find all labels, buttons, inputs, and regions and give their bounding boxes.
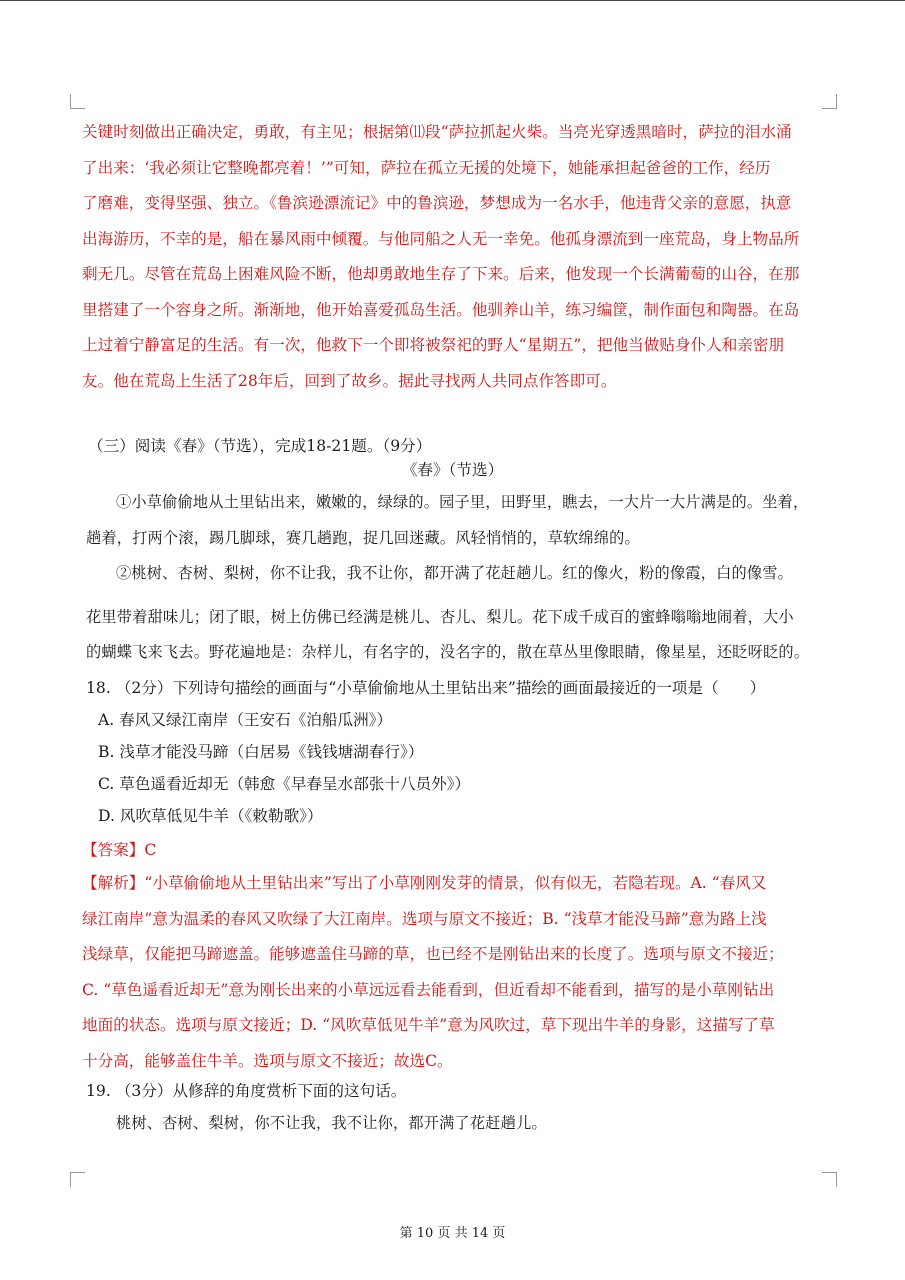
- passage-paragraph-2-line-2: 花里带着甜味儿；闭了眼，树上仿佛已经满是桃儿、杏儿、梨儿。花下成千成百的蜜蜂嗡嗡地闹着，大小: [86, 608, 794, 626]
- question-19-stem: 19. （3分）从修辞的角度赏析下面的这句话。: [86, 1082, 407, 1100]
- answer-label: 【答案】C: [82, 841, 157, 859]
- explanation-line: 十分高，能够盖住牛羊。选项与原文不接近；故选C。: [82, 1051, 453, 1070]
- option-c: C. 草色遥看近却无（韩愈《早春呈水部张十八员外》）: [98, 775, 471, 793]
- top-border: [0, 0, 905, 1]
- solution-line: 里搭建了一个容身之所。渐渐地，他开始喜爱孤岛生活。他驯养山羊，练习编筐，制作面包和陶器。在岛: [82, 300, 800, 319]
- passage-paragraph-2-line-1: ②桃树、杏树、梨树，你不让我，我不让你，都开满了花赶趟儿。红的像火，粉的像霞，白的像雪。: [116, 564, 794, 582]
- passage-paragraph-1-line-2: 趟着，打两个滚，踢几脚球，赛几趟跑，捉几回迷藏。风轻悄悄的，草软绵绵的。: [86, 529, 640, 547]
- page-footer: 第 10 页 共 14 页: [399, 1226, 506, 1241]
- explanation-line: 【解析】“小草偷偷地从土里钻出来”写出了小草刚刚发芽的情景，似有似无，若隐若现。A. “春风又: [82, 874, 767, 892]
- solution-line: 了磨难，变得坚强、独立。《鲁滨逊漂流记》中的鲁滨逊，梦想成为一名水手，他违背父亲的意愿，执意: [82, 194, 792, 212]
- question-19-sentence: 桃树、杏树、梨树，你不让我，我不让你，都开满了花赶趟儿。: [116, 1114, 547, 1132]
- option-b: B. 浅草才能没马蹄（白居易《钱钱塘湖春行》）: [98, 743, 424, 761]
- explanation-line: 浅绿草，仅能把马蹄遮盖。能够遮盖住马蹄的草，也已经不是刚钻出来的长度了。选项与原文不接近；: [82, 945, 784, 963]
- crop-mark-top-right: [822, 94, 837, 109]
- option-d: D. 风吹草低见牛羊（《敕勒歌》）: [98, 807, 323, 825]
- passage-paragraph-2-line-3: 的蝴蝶飞来飞去。野花遍地是：杂样儿，有名字的，没名字的，散在草丛里像眼睛，像星星，还眨呀眨的。: [86, 643, 810, 661]
- solution-line: 出海游历，不幸的是，船在暴风雨中倾覆。与他同船之人无一幸免。他孤身漂流到一座荒岛，身上物品所: [82, 229, 800, 248]
- explanation-line: 地面的状态。选项与原文接近；D. “风吹草低见牛羊”意为风吹过，草下现出牛羊的身影，这描写了草: [82, 1016, 775, 1034]
- crop-mark-bottom-left: [70, 1172, 85, 1187]
- crop-mark-top-left: [70, 94, 85, 109]
- solution-line: 关键时刻做出正确决定，勇敢，有主见；根据第⑾段“萨拉抓起火柴。当亮光穿透黑暗时，萨拉的泪水涌: [82, 123, 792, 141]
- question-18-stem: 18. （2分）下列诗句描绘的画面与“小草偷偷地从土里钻出来”描绘的画面最接近的一项是（ ）: [86, 679, 766, 697]
- solution-line: 上过着宁静富足的生活。有一次，他救下一个即将被祭祀的野人“星期五”，把他当做贴身仆人和亲密朋: [82, 336, 785, 354]
- solution-line: 了出来：‘我必须让它整晚都亮着！’”可知，萨拉在孤立无援的处境下，她能承担起爸爸的工作，经历: [82, 158, 771, 177]
- explanation-line: 绿江南岸”意为温柔的春风又吹绿了大江南岸。选项与原文不接近；B. “浅草才能没马蹄”意为路上浅: [82, 909, 767, 928]
- section-title: （三）阅读《春》（节选），完成18-21题。（9分）: [88, 437, 432, 455]
- previous-answer-explanation: [82, 115, 827, 399]
- option-a: A. 春风又绿江南岸（王安石《泊船瓜洲》）: [98, 711, 393, 729]
- explanation-line: C. “草色遥看近却无”意为刚长出来的小草远远看去能看到，但近看却不能看到，描写的是小草刚钻出: [82, 980, 775, 999]
- passage-paragraph-1-line-1: ①小草偷偷地从土里钻出来，嫩嫩的，绿绿的。园子里，田野里，瞧去，一大片一大片满是的。坐着，: [116, 493, 809, 511]
- solution-line: 剩无几。尽管在荒岛上困难风险不断，他却勇敢地生存了下来。后来，他发现一个长满葡萄的山谷，在那: [82, 265, 800, 283]
- explanation: [82, 866, 827, 1079]
- poem-title: 《春》（节选）: [401, 461, 504, 479]
- solution-line: 友。他在荒岛上生活了28年后，回到了故乡。据此寻找两人共同点作答即可。: [82, 371, 617, 390]
- crop-mark-bottom-right: [822, 1172, 837, 1187]
